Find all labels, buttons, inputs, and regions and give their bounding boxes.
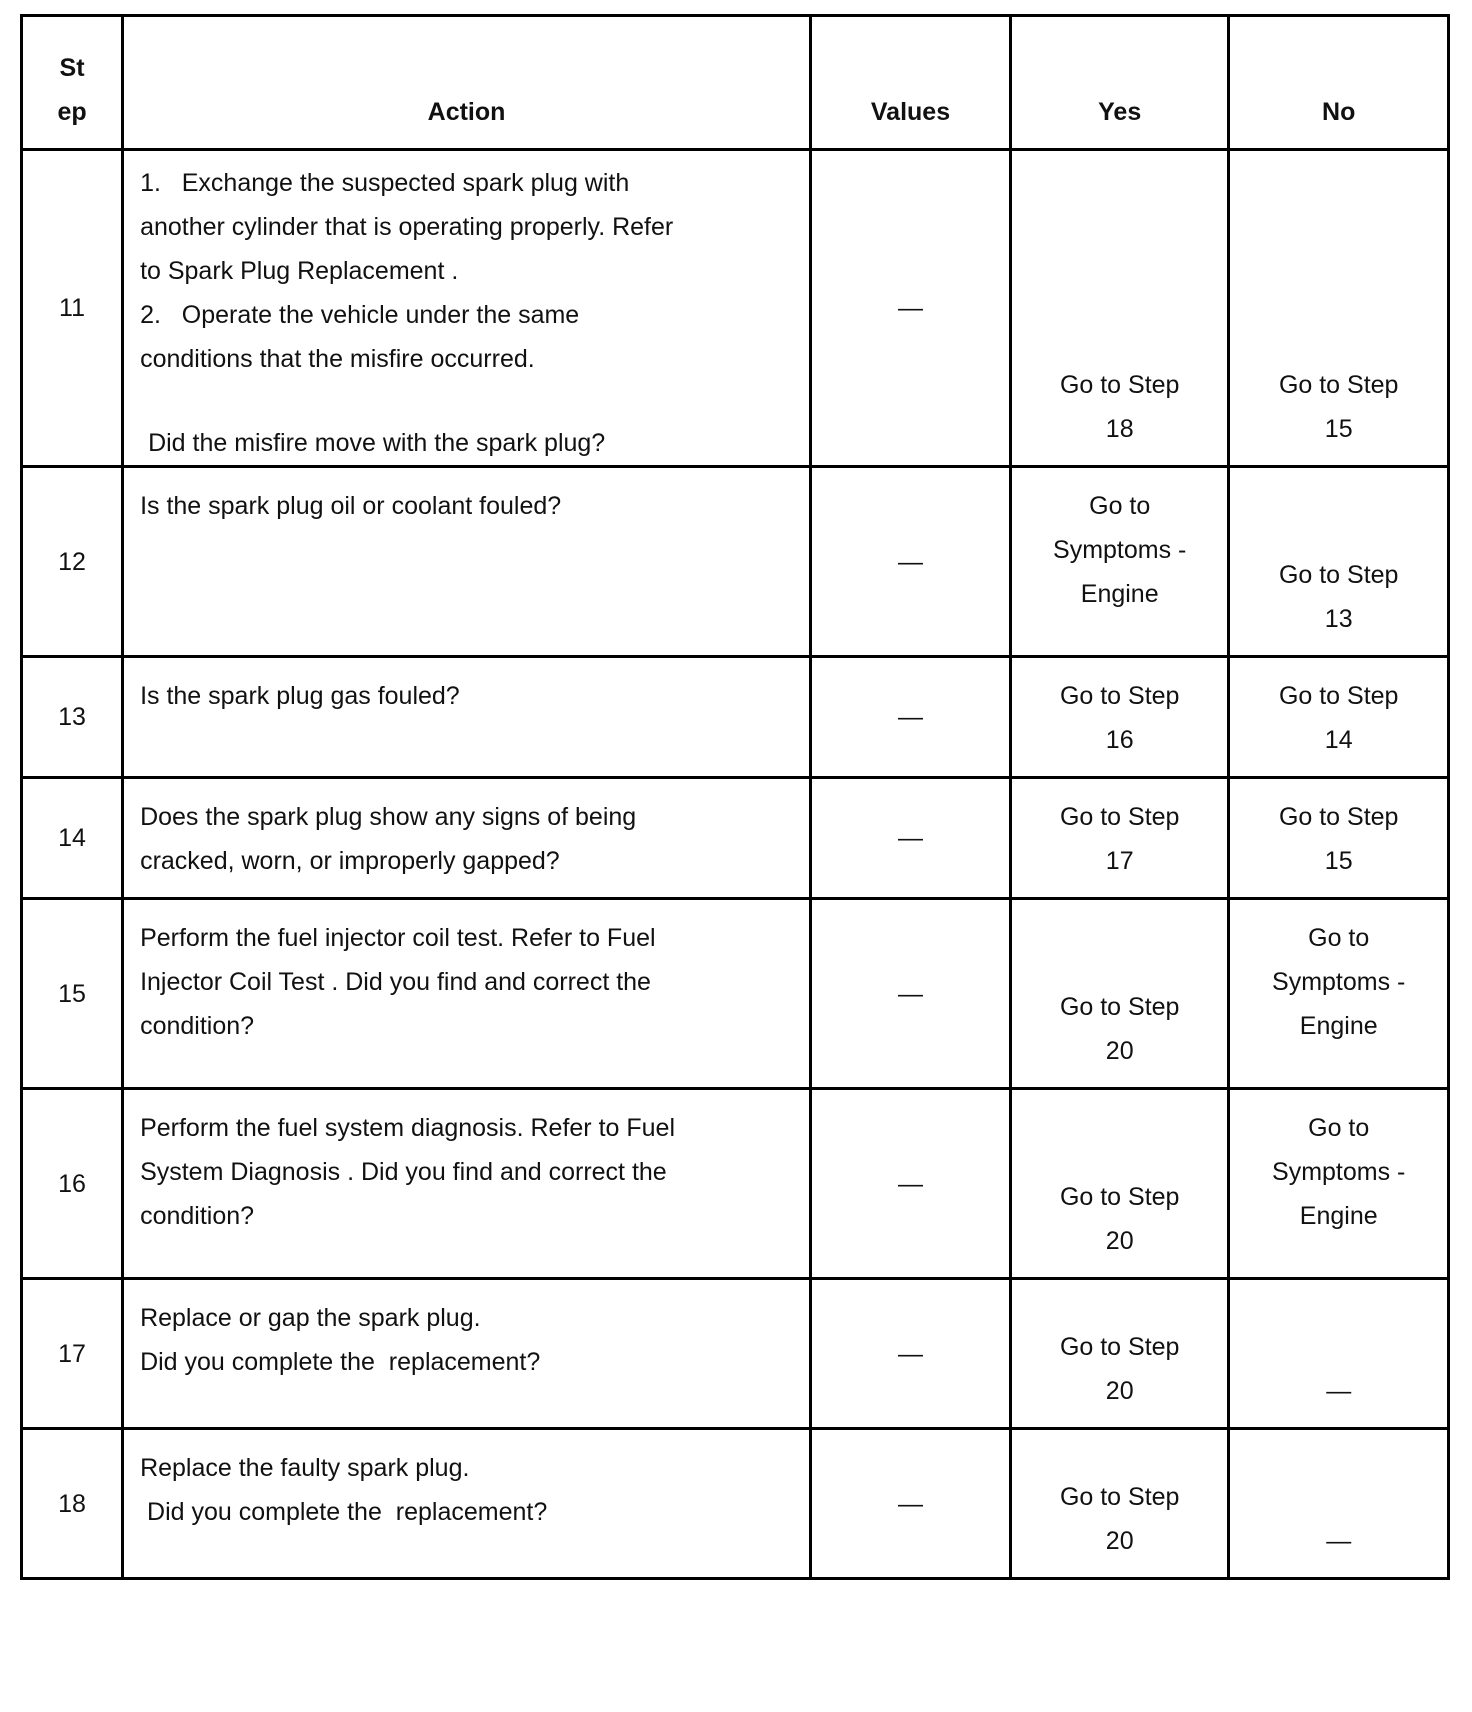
values-cell: — <box>811 150 1011 467</box>
diagnostic-table <box>20 14 1450 1580</box>
action-cell: 1. Exchange the suspected spark plug with another cylinder that is operating properly. Refer to Spark Plug Replacement . 2. Operate the vehicle under the same conditions that the misfire occurred. Did the misfire move with the spark plug? <box>123 150 811 467</box>
header-action: Action <box>123 16 811 150</box>
action-cell: Perform the fuel system diagnosis. Refer to Fuel System Diagnosis . Did you find and correct the condition? <box>123 1089 811 1279</box>
values-cell: — <box>811 467 1011 657</box>
table-row <box>22 150 1449 467</box>
header-step: St ep <box>22 16 123 150</box>
header-row <box>22 16 1449 150</box>
step-number: 13 <box>22 657 123 778</box>
action-cell: Replace the faulty spark plug. Did you complete the replacement? <box>123 1429 811 1579</box>
action-cell: Is the spark plug gas fouled? <box>123 657 811 778</box>
values-cell: — <box>811 899 1011 1089</box>
step-number: 16 <box>22 1089 123 1279</box>
header-yes: Yes <box>1010 16 1228 150</box>
yes-cell: Go to Step 20 <box>1010 1279 1228 1429</box>
values-cell: — <box>811 778 1011 899</box>
step-number: 17 <box>22 1279 123 1429</box>
header-values: Values <box>811 16 1011 150</box>
table-row <box>22 657 1449 778</box>
no-cell: Go to Symptoms - Engine <box>1229 899 1449 1089</box>
step-number: 18 <box>22 1429 123 1579</box>
step-number: 15 <box>22 899 123 1089</box>
yes-cell: Go to Step 17 <box>1010 778 1228 899</box>
table-row <box>22 467 1449 657</box>
values-cell: — <box>811 1429 1011 1579</box>
step-number: 12 <box>22 467 123 657</box>
table-row <box>22 778 1449 899</box>
no-cell: Go to Step 15 <box>1229 150 1449 467</box>
step-number: 14 <box>22 778 123 899</box>
no-cell: Go to Step 14 <box>1229 657 1449 778</box>
step-number: 11 <box>22 150 123 467</box>
yes-cell: Go to Step 20 <box>1010 1429 1228 1579</box>
action-cell: Perform the fuel injector coil test. Refer to Fuel Injector Coil Test . Did you find and correct the condition? <box>123 899 811 1089</box>
action-cell: Is the spark plug oil or coolant fouled? <box>123 467 811 657</box>
table-row <box>22 1089 1449 1279</box>
table-row <box>22 1429 1449 1579</box>
table-row <box>22 899 1449 1089</box>
no-cell: — <box>1229 1429 1449 1579</box>
values-cell: — <box>811 1279 1011 1429</box>
no-cell: Go to Symptoms - Engine <box>1229 1089 1449 1279</box>
no-cell: — <box>1229 1279 1449 1429</box>
yes-cell: Go to Step 16 <box>1010 657 1228 778</box>
table-row <box>22 1279 1449 1429</box>
values-cell: — <box>811 657 1011 778</box>
action-cell: Replace or gap the spark plug. Did you complete the replacement? <box>123 1279 811 1429</box>
values-cell: — <box>811 1089 1011 1279</box>
no-cell: Go to Step 13 <box>1229 467 1449 657</box>
yes-cell: Go to Step 20 <box>1010 1089 1228 1279</box>
question: Did the misfire move with the spark plug? <box>148 429 606 457</box>
yes-cell: Go to Symptoms - Engine <box>1010 467 1228 657</box>
action-cell: Does the spark plug show any signs of being cracked, worn, or improperly gapped? <box>123 778 811 899</box>
no-cell: Go to Step 15 <box>1229 778 1449 899</box>
header-no: No <box>1229 16 1449 150</box>
yes-cell: Go to Step 18 <box>1010 150 1228 467</box>
yes-cell: Go to Step 20 <box>1010 899 1228 1089</box>
